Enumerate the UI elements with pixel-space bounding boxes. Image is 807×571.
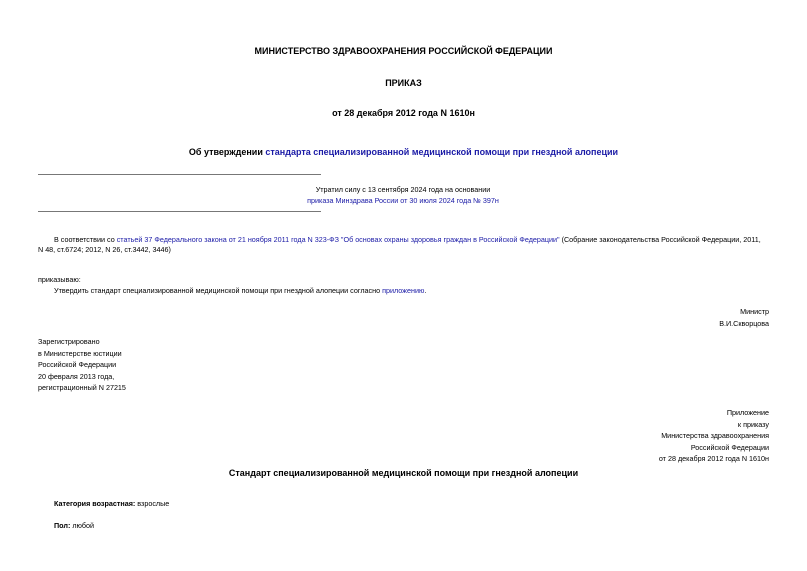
notice-link-line <box>38 196 768 205</box>
order-title-prefix: Об утверждении <box>188 147 266 157</box>
preamble-line1 <box>54 235 761 244</box>
ministry-heading: МИНИСТЕРСТВО ЗДРАВООХРАНЕНИЯ РОССИЙСКОЙ ФЕДЕРАЦИИ <box>254 46 553 56</box>
signature-position: Министр <box>740 307 769 316</box>
order-date: от 28 декабря 2012 года N 1610н <box>332 108 475 118</box>
standard-title: Стандарт специализированной медицинской помощи при гнездной алопеции <box>228 468 579 478</box>
appendix-line: Министерства здравоохранения <box>661 431 769 440</box>
age-category <box>54 499 169 508</box>
registration-line: 20 февраля 2013 года, <box>38 371 115 381</box>
sex-label: Пол: <box>54 521 71 530</box>
appendix-line: от 28 декабря 2012 года N 1610н <box>658 454 769 463</box>
signature-block <box>719 306 769 329</box>
approve-prefix: Утвердить стандарт специализированной медицинской помощи при гнездной алопеции согласно <box>54 286 383 295</box>
signature-name: В.И.Скворцова <box>719 318 769 328</box>
sex-category <box>54 521 94 530</box>
notice-bottom-rule <box>38 211 321 212</box>
preamble-line2: N 48, ст.6724; 2012, N 26, ст.3442, 3446) <box>38 245 171 254</box>
appendix-link[interactable]: приложению <box>382 286 425 295</box>
registration-line: регистрационный N 27215 <box>38 383 126 392</box>
age-label: Категория возрастная: <box>54 499 136 508</box>
appendix-line: Российской Федерации <box>690 442 769 452</box>
appendix-block <box>659 407 769 465</box>
notice-top-rule <box>38 174 321 175</box>
approve-paragraph <box>54 286 426 295</box>
orders-word: приказываю: <box>38 275 81 284</box>
registration-block <box>38 336 126 394</box>
registration-line: Зарегистрировано <box>38 337 100 346</box>
repeal-order-link[interactable]: приказа Минздрава России от 30 июля 2024 года № 397н <box>307 196 499 205</box>
notice-line: Утратил силу с 13 сентября 2024 года на основании <box>315 185 491 194</box>
appendix-line: к приказу <box>737 419 769 429</box>
federal-law-link[interactable]: статьей 37 Федерального закона от 21 ноября 2011 года N 323-ФЗ "Об основах охраны здоровья граждан в Российской Федерации" <box>116 235 560 244</box>
registration-line: в Министерстве юстиции <box>38 348 122 358</box>
preamble-prefix: В соответствии со <box>54 235 117 244</box>
order-title <box>0 147 807 157</box>
appendix-line: Приложение <box>726 408 769 417</box>
registration-line: Российской Федерации <box>38 360 117 369</box>
approve-suffix: . <box>424 286 427 295</box>
sex-value: любой <box>70 521 95 530</box>
preamble-suffix: (Собрание законодательства Российской Федерации, 2011, <box>559 235 761 244</box>
standard-link[interactable]: стандарта специализированной медицинской помощи при гнездной алопеции <box>265 147 619 157</box>
order-heading: ПРИКАЗ <box>385 78 422 88</box>
age-value: взрослые <box>135 499 170 508</box>
